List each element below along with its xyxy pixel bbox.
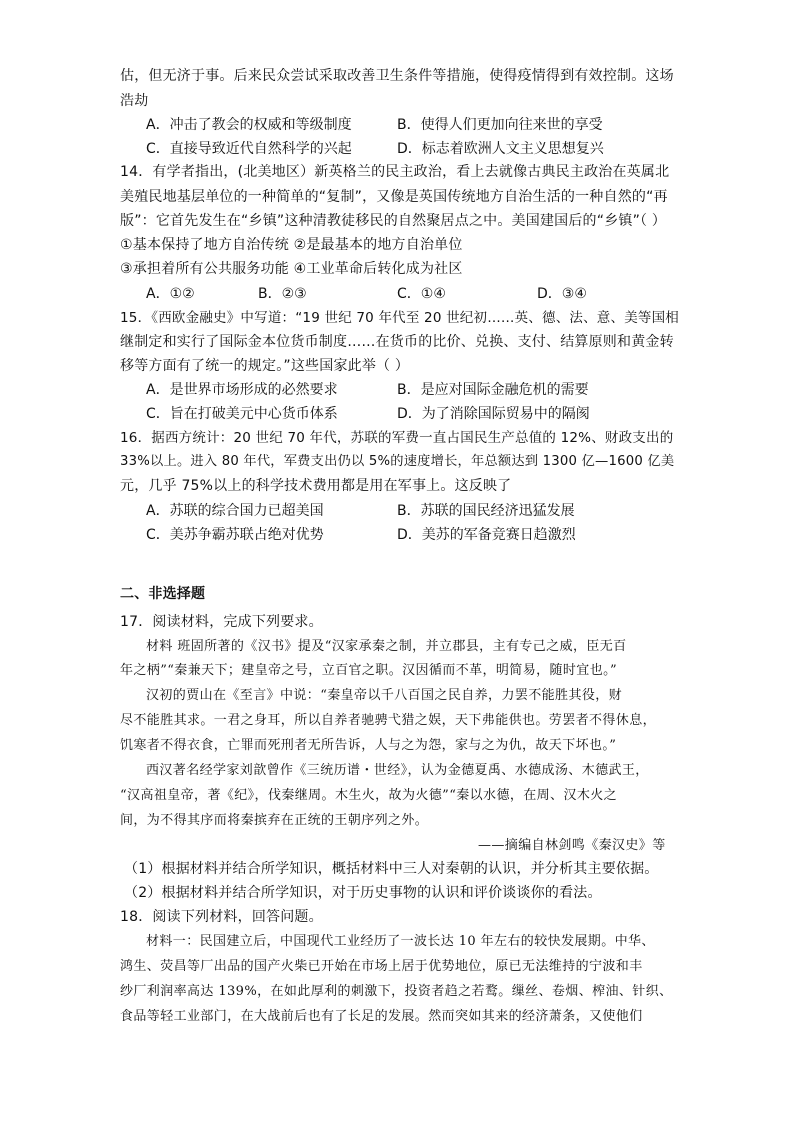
q18-material-line-4: 食品等轻工业部门，在大战前后也有了长足的发展。然而突如其来的经济萧条，又使他们 [120, 1009, 643, 1024]
q18-material-line-2: 鸿生、荧昌等厂出品的国产火柴已开始在市场上居于优势地位，原已无法维持的宁波和丰 [120, 959, 643, 974]
q14-option-a[interactable]: A．①② [146, 286, 195, 302]
q14-option-b[interactable]: B．②③ [258, 286, 307, 302]
q13-stem-line-2: 浩劫 [120, 93, 149, 109]
q17-material-line-2: 年之柄”“秦兼天下；建皇帝之号，立百官之职。汉因循而不革，明简易，随时宜也。” [120, 663, 618, 678]
q18-material-line-1: 材料一：民国建立后，中国现代工业经历了一波长达 10 年左右的较快发展期。中华、 [146, 934, 655, 949]
section-heading: 二、非选择题 [120, 586, 206, 602]
q14-stem-line-2: 美殖民地基层单位的一种简单的“复制”，又像是英国传统地方自治生活的一种自然的“再 [120, 189, 668, 205]
q14-item-line-2: ③承担着所有公共服务功能 ④工业革命后转化成为社区 [120, 261, 463, 277]
q13-option-a[interactable]: A．冲击了教会的权威和等级制度 [146, 117, 352, 133]
q16-option-c[interactable]: C．美苏争霸苏联占绝对优势 [146, 527, 324, 543]
q17-material-line-5: 饥寒者不得衣食，亡罪而死刑者无所告诉，人与之为怨，家与之为仇，故天下坏也。” [120, 738, 617, 753]
q17-material-line-3: 汉初的贾山在《至言》中说：“秦皇帝以千八百国之民自养，力罢不能胜其役，财 [146, 688, 623, 703]
q16-option-b[interactable]: B．苏联的国民经济迅猛发展 [397, 503, 575, 519]
q13-option-c[interactable]: C．直接导致近代自然科学的兴起 [146, 141, 352, 157]
q18-title: 18．阅读下列材料，回答问题。 [120, 909, 323, 925]
q13-option-b[interactable]: B．使得人们更加向往来世的享受 [397, 117, 603, 133]
q16-stem-line-3: 元，几乎 75%以上的科学技术费用都是用在军事上。这反映了 [120, 478, 512, 494]
q15-option-b[interactable]: B．是应对国际金融危机的需要 [397, 382, 589, 398]
q16-stem-line-1: 16．据西方统计：20 世纪 70 年代，苏联的军费一直占国民生产总值的 12%、财政支出的 [120, 430, 674, 446]
q17-title: 17．阅读材料，完成下列要求。 [120, 614, 323, 630]
q15-option-a[interactable]: A．是世界市场形成的必然要求 [146, 382, 338, 398]
q17-material-line-7: “汉高祖皇帝，著《纪》，伐秦继周。木生火，故为火德”“秦以水德，在周、汉木火之 [120, 788, 618, 803]
q13-option-d[interactable]: D．标志着欧洲人文主义思想复兴 [397, 141, 604, 157]
q15-option-d[interactable]: D．为了消除国际贸易中的隔阂 [397, 406, 590, 422]
q14-option-d[interactable]: D．③④ [537, 286, 587, 302]
q14-stem-line-1: 14．有学者指出，(北美地区）新英格兰的民主政治，看上去就像古典民主政治在英属北 [120, 164, 670, 180]
q16-option-d[interactable]: D．美苏的军备竞赛日趋激烈 [397, 527, 576, 543]
q15-stem-line-1: 15．《西欧金融史》中写道：“19 世纪 70 年代至 20 世纪初……英、德、法、意、美等国相 [120, 310, 680, 326]
q14-stem-line-3: 版”：它首先发生在“乡镇”这种清教徒移民的自然聚居点之中。美国建国后的“乡镇”（ ） [120, 213, 667, 229]
q15-stem-line-2: 继制定和实行了国际金本位货币制度……在货币的比价、兑换、支付、结算原则和黄金转 [120, 334, 674, 350]
q16-stem-line-2: 33%以上。进入 80 年代，军费支出仍以 5%的速度增长，年总额达到 1300 亿—1600 亿美 [120, 454, 675, 469]
q13-stem-line-1: 估，但无济于事。后来民众尝试采取改善卫生条件等措施，使得疫情得到有效控制。这场 [120, 68, 674, 84]
q17-requirement-2: （2）根据材料并结合所学知识，对于历史事物的认识和评价谈谈你的看法。 [124, 885, 602, 901]
q14-item-line-1: ①基本保持了地方自治传统 ②是最基本的地方自治单位 [120, 237, 463, 253]
q17-material-line-4: 尽不能胜其求。一君之身耳，所以自养者驰骋弋猎之娱，天下弗能供也。劳罢者不得休息， [120, 713, 657, 728]
q15-option-c[interactable]: C．旨在打破美元中心货币体系 [146, 406, 338, 422]
q17-material-line-6: 西汉著名经学家刘歆曾作《三统历谱・世经》，认为金德夏禹、水德成汤、木德武王， [146, 763, 649, 778]
q17-material-line-1: 材料 班固所著的《汉书》提及“汉家承秦之制，并立郡县，主有专己之威，臣无百 [146, 639, 627, 654]
q17-material-line-8: 间，为不得其序而将秦摈弃在正统的王朝序列之外。 [120, 813, 429, 828]
q18-material-line-3: 纱厂利润率高达 139%，在如此厚利的刺激下，投资者趋之若鹜。缫丝、卷烟、榨油、针织、 [120, 984, 673, 999]
q16-option-a[interactable]: A．苏联的综合国力已超美国 [146, 503, 324, 519]
q17-requirement-1: （1）根据材料并结合所学知识，概括材料中三人对秦朝的认识，并分析其主要依据。 [124, 861, 659, 877]
q14-option-c[interactable]: C．①④ [397, 286, 446, 302]
q17-source: ——摘编自林剑鸣《秦汉史》等 [478, 838, 666, 853]
q15-stem-line-3: 移等方面有了统一的规定。”这些国家此举（ ） [120, 358, 410, 374]
